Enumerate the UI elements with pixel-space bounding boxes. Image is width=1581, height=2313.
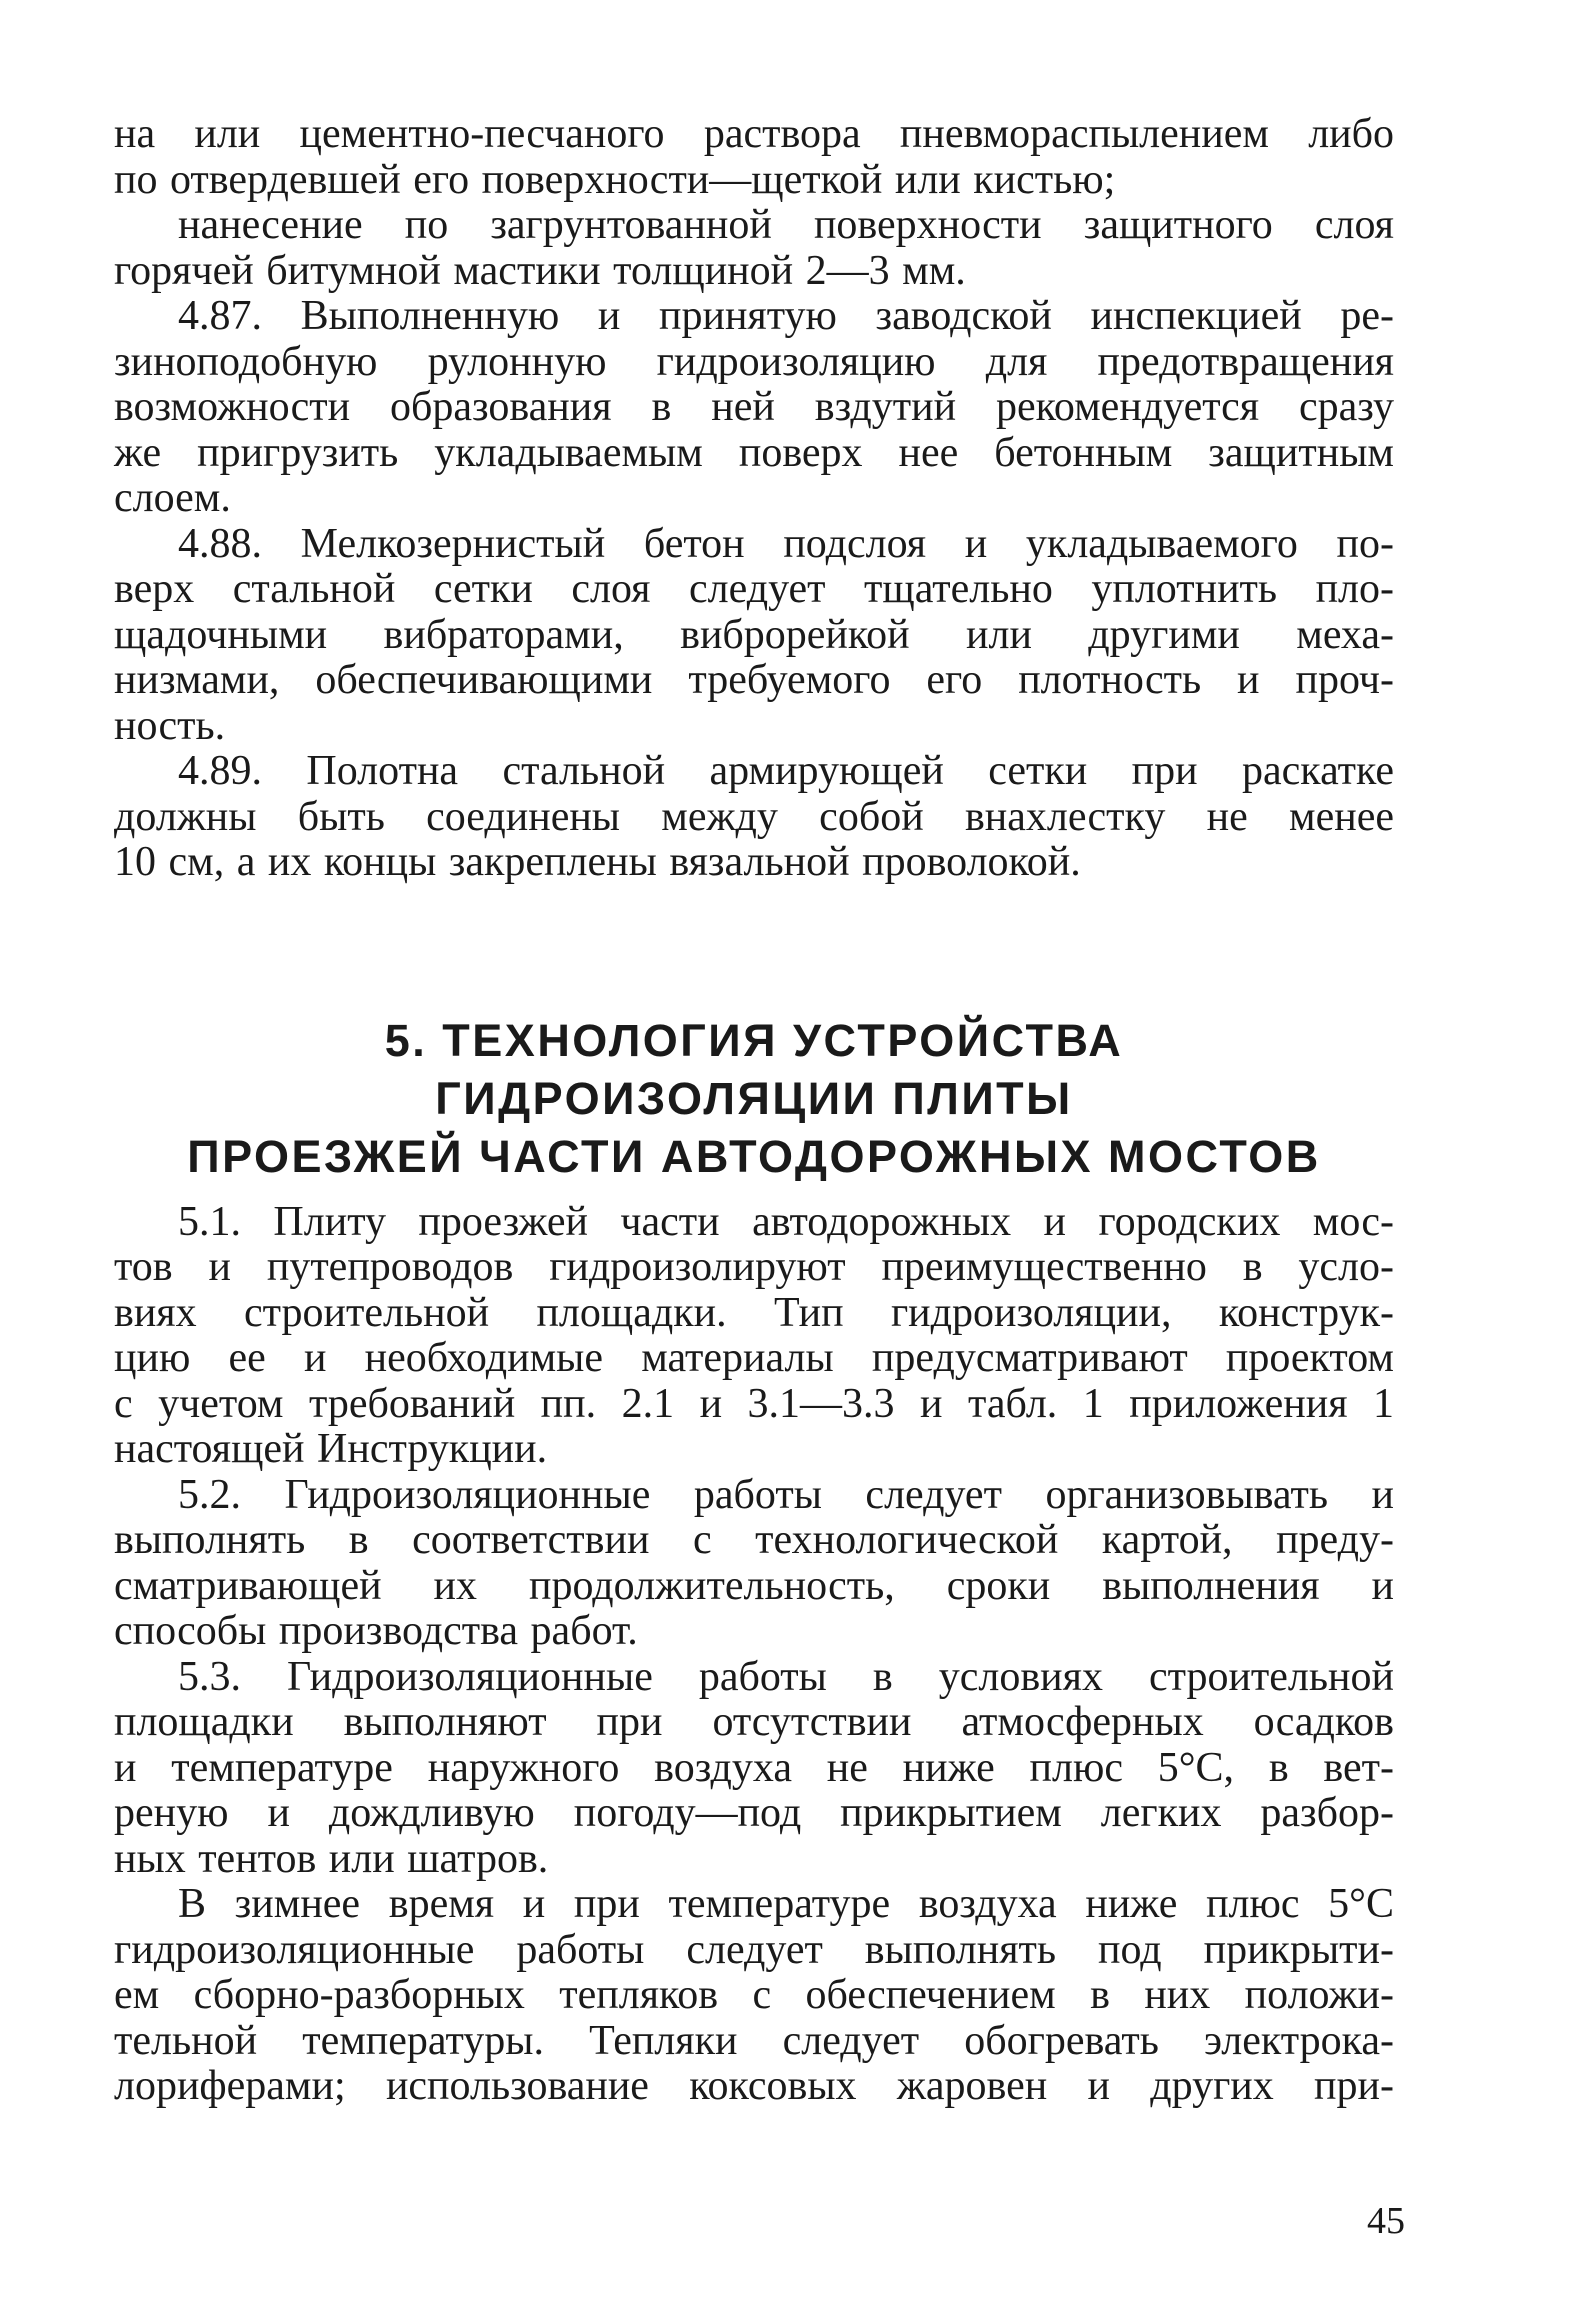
- text-line: сматривающей их продолжительность, сроки выполнения и: [114, 1562, 1394, 1609]
- heading-line: 5. ТЕХНОЛОГИЯ УСТРОЙСТВА: [384, 1014, 1124, 1066]
- text-line: возможности образования в ней вздутий рекомендуется сразу: [114, 384, 1394, 430]
- text-line: по отвердевшей его поверхности—щеткой или кистью;: [114, 156, 1116, 203]
- heading-line: ПРОЕЗЖЕЙ ЧАСТИ АВТОДОРОЖНЫХ МОСТОВ: [187, 1130, 1321, 1182]
- text-line: щадочными вибраторами, виброрейкой или другими меха-: [114, 611, 1394, 658]
- text-line: нанесение по загрунтованной поверхности защитного слоя: [178, 202, 1394, 248]
- text-line: верх стальной сетки слоя следует тщательно уплотнить пло-: [114, 566, 1394, 612]
- text-line: площадки выполняют при отсутствии атмосферных осадков: [114, 1699, 1394, 1745]
- text-line: тельной температуры. Тепляки следует обогревать электрока-: [114, 2017, 1394, 2064]
- paragraph: [114, 294, 1394, 522]
- text-line: же пригрузить укладываемым поверх нее бетонным защитным: [114, 429, 1394, 476]
- document-page: [114, 112, 1394, 2110]
- section-body: [114, 1200, 1394, 2110]
- text-line: ность.: [114, 702, 226, 749]
- section-heading: [114, 1012, 1394, 1186]
- paragraph: [114, 1655, 1394, 1883]
- text-line: ных тентов или шатров.: [114, 1835, 549, 1882]
- text-line: 10 см, а их концы закреплены вязальной проволокой.: [114, 839, 1081, 885]
- text-line: на или цементно-песчаного раствора пневмораспылением либо: [114, 111, 1394, 157]
- text-line: цию ее и необходимые материалы предусматривают проектом: [114, 1335, 1394, 1381]
- paragraph: [114, 1200, 1394, 1473]
- text-line: 5.1. Плиту проезжей части автодорожных и городских мос-: [178, 1198, 1394, 1245]
- text-line: гидроизоляционные работы следует выполнять под прикрыти-: [114, 1926, 1394, 1973]
- text-line: В зимнее время и при температуре воздуха ниже плюс 5°С: [178, 1881, 1394, 1927]
- heading-line: ГИДРОИЗОЛЯЦИИ ПЛИТЫ: [435, 1072, 1073, 1124]
- text-line: 5.2. Гидроизоляционные работы следует организовывать и: [178, 1471, 1394, 1518]
- text-line: 4.89. Полотна стальной армирующей сетки при раскатке: [178, 748, 1394, 794]
- text-line: выполнять в соответствии с технологической картой, преду-: [114, 1517, 1394, 1563]
- paragraph: [114, 1882, 1394, 2110]
- text-line: и температуре наружного воздуха не ниже плюс 5°С, в вет-: [114, 1744, 1394, 1791]
- paragraph: [114, 522, 1394, 750]
- page-number: 45: [1367, 2200, 1405, 2242]
- top-text-section: [114, 112, 1394, 886]
- text-line: 4.88. Мелкозернистый бетон подслоя и укладываемого по-: [178, 520, 1394, 567]
- text-line: способы производства работ.: [114, 1608, 638, 1654]
- text-line: слоем.: [114, 475, 231, 521]
- text-line: низмами, обеспечивающими требуемого его плотность и проч-: [114, 657, 1394, 703]
- text-line: виях строительной площадки. Тип гидроизоляции, конструк-: [114, 1289, 1394, 1336]
- text-line: ем сборно-разборных тепляков с обеспечением в них положи-: [114, 1972, 1394, 2018]
- text-line: лориферами; использование коксовых жаровен и других при-: [114, 2063, 1394, 2109]
- text-line: 4.87. Выполненную и принятую заводской инспекцией ре-: [178, 293, 1394, 339]
- paragraph: [114, 203, 1394, 294]
- text-line: тов и путепроводов гидроизолируют преимущественно в усло-: [114, 1244, 1394, 1290]
- paragraph: [114, 749, 1394, 886]
- text-line: зиноподобную рулонную гидроизоляцию для предотвращения: [114, 338, 1394, 385]
- text-line: горячей битумной мастики толщиной 2—3 мм.: [114, 247, 966, 294]
- paragraph: [114, 112, 1394, 203]
- text-line: должны быть соединены между собой внахлестку не менее: [114, 793, 1394, 840]
- text-line: настоящей Инструкции.: [114, 1426, 548, 1472]
- paragraph: [114, 1473, 1394, 1655]
- text-line: с учетом требований пп. 2.1 и 3.1—3.3 и табл. 1 приложения 1: [114, 1380, 1394, 1427]
- text-line: 5.3. Гидроизоляционные работы в условиях строительной: [178, 1653, 1394, 1700]
- text-line: реную и дождливую погоду—под прикрытием легких разбор-: [114, 1790, 1394, 1836]
